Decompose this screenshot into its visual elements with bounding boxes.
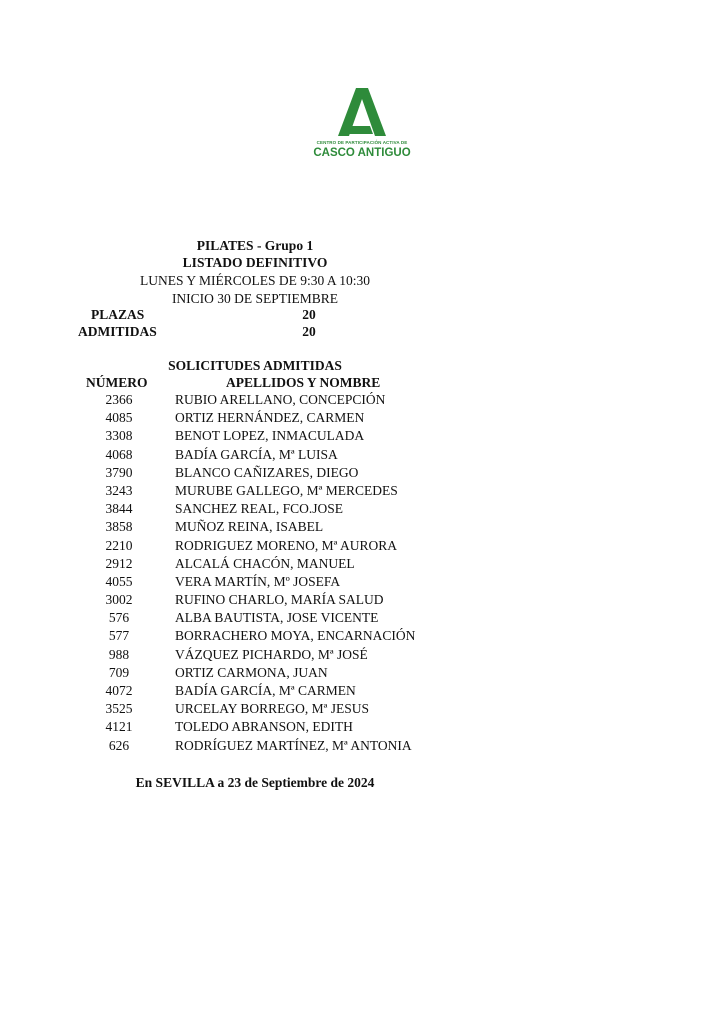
row-name: ALCALÁ CHACÓN, MANUEL (175, 555, 355, 571)
row-number: 709 (108, 664, 130, 680)
row-number: 3844 (105, 501, 133, 517)
admitidas-label: ADMITIDAS (78, 324, 157, 339)
row-number: 3243 (105, 482, 133, 498)
row-name: BADÍA GARCÍA, Mª LUISA (175, 446, 338, 462)
row-number: 626 (108, 737, 130, 753)
row-number: 4072 (105, 683, 133, 698)
table-row (0, 664, 724, 682)
row-name: TOLEDO ABRANSON, EDITH (175, 719, 353, 735)
start-date-line: INICIO 30 DE SEPTIEMBRE (171, 291, 339, 306)
signature-date-line: En SEVILLA a 23 de Septiembre de 2024 (135, 775, 375, 790)
row-number: 2912 (105, 555, 133, 571)
table-row (0, 500, 724, 518)
table-row (0, 609, 724, 627)
table-row (0, 464, 724, 482)
table-row (0, 700, 724, 718)
junta-a-logo-icon (336, 86, 388, 138)
table-row (0, 627, 724, 645)
row-number: 3002 (105, 592, 133, 608)
centre-logo (300, 86, 424, 166)
row-number: 4085 (105, 410, 133, 426)
row-number: 576 (108, 610, 130, 626)
table-row (0, 573, 724, 591)
row-name: SANCHEZ REAL, FCO.JOSE (175, 501, 344, 517)
table-row (0, 718, 724, 736)
row-number: 577 (108, 628, 130, 644)
row-name: VÁZQUEZ PICHARDO, Mª JOSÉ (175, 646, 368, 662)
row-name: BENOT LOPEZ, INMACULADA (175, 428, 365, 444)
table-row (0, 409, 724, 427)
column-header-name: APELLIDOS Y NOMBRE (226, 375, 381, 390)
row-number: 4121 (105, 719, 133, 735)
table-row (0, 737, 724, 755)
row-name: ALBA BAUTISTA, JOSE VICENTE (175, 610, 379, 626)
row-name: ORTIZ HERNÁNDEZ, CARMEN (175, 410, 365, 426)
table-row (0, 682, 724, 700)
plazas-label: PLAZAS (91, 307, 145, 322)
table-row (0, 391, 724, 409)
row-name: VERA MARTÍN, Mº JOSEFA (175, 573, 341, 589)
row-name: MUÑOZ REINA, ISABEL (175, 519, 324, 535)
row-name: BADÍA GARCÍA, Mª CARMEN (175, 683, 356, 698)
list-type: LISTADO DEFINITIVO (182, 255, 328, 270)
logo-main-text: CASCO ANTIGUO (313, 147, 411, 159)
row-name: RUFINO CHARLO, MARÍA SALUD (175, 592, 384, 608)
row-number: 4055 (105, 573, 133, 589)
row-number: 3858 (105, 519, 133, 535)
column-header-number: NÚMERO (86, 375, 148, 390)
table-row (0, 446, 724, 464)
row-name: MURUBE GALLEGO, Mª MERCEDES (175, 482, 398, 498)
table-row (0, 646, 724, 664)
row-number: 2366 (105, 392, 133, 407)
row-name: BLANCO CAÑIZARES, DIEGO (175, 464, 359, 480)
admitidas-value: 20 (302, 324, 316, 339)
table-row (0, 555, 724, 573)
row-name: URCELAY BORREGO, Mª JESUS (175, 701, 370, 717)
table-row (0, 518, 724, 536)
logo-small-text: CENTRO DE PARTICIPACIÓN ACTIVA DE (316, 140, 408, 145)
table-row (0, 591, 724, 609)
schedule-line: LUNES Y MIÉRCOLES DE 9:30 A 10:30 (139, 273, 371, 288)
section-title: SOLICITUDES ADMITIDAS (168, 358, 342, 373)
table-row (0, 482, 724, 500)
table-row (0, 537, 724, 555)
table-row (0, 427, 724, 445)
row-name: BORRACHERO MOYA, ENCARNACIÓN (175, 628, 416, 644)
plazas-value: 20 (302, 307, 316, 322)
row-number: 988 (108, 646, 130, 662)
row-number: 3790 (105, 464, 133, 480)
row-number: 3308 (105, 428, 133, 444)
row-number: 4068 (105, 446, 133, 462)
activity-title: PILATES - Grupo 1 (196, 238, 314, 253)
row-name: ORTIZ CARMONA, JUAN (175, 664, 328, 680)
row-number: 2210 (105, 537, 133, 553)
row-name: RODRÍGUEZ MARTÍNEZ, Mª ANTONIA (175, 737, 412, 753)
row-number: 3525 (105, 701, 133, 717)
admitted-list (0, 391, 724, 755)
row-name: RODRIGUEZ MORENO, Mª AURORA (175, 537, 397, 553)
row-name: RUBIO ARELLANO, CONCEPCIÓN (175, 392, 386, 407)
